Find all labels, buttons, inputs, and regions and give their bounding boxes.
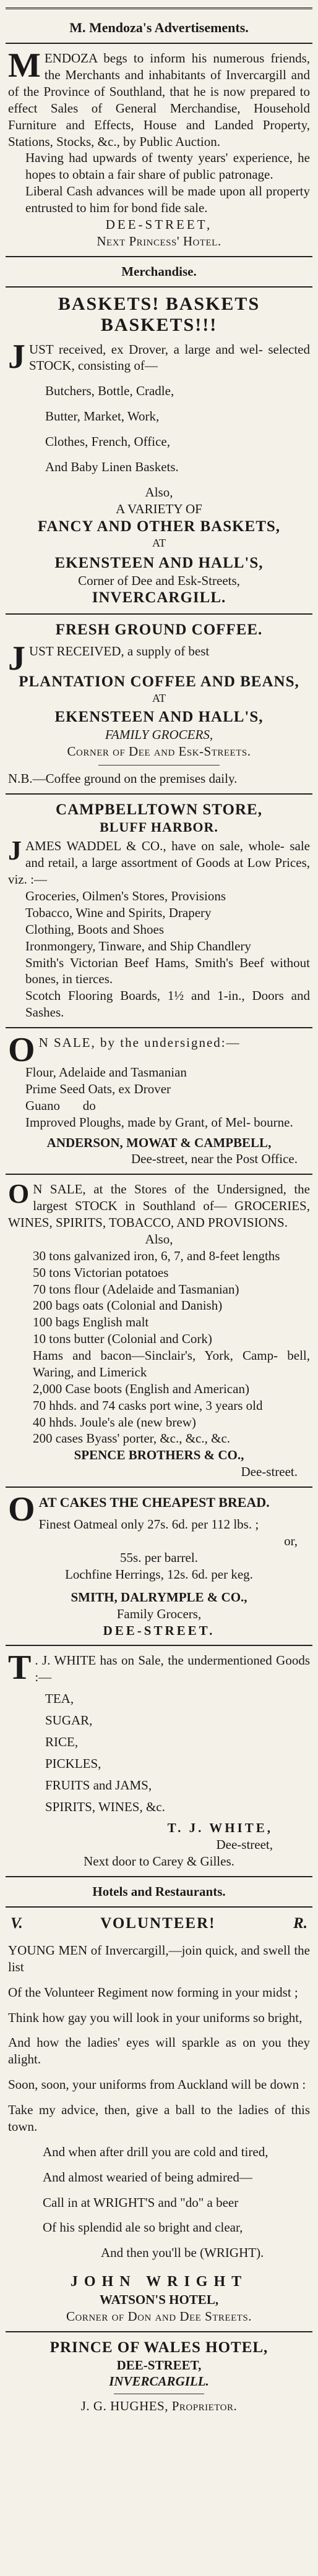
coffee-firm: EKENSTEEN AND HALL'S, [54,709,264,726]
list-item: FRUITS and JAMS, [45,1777,152,1793]
list-item: SUGAR, [45,1713,93,1728]
baskets-firm: EKENSTEEN AND HALL'S, [54,554,264,571]
coffee-heading: FRESH GROUND COFFEE. [55,621,263,639]
princeofwales-ad [6,2336,312,2418]
oatcakes-dropcap: O [8,1490,35,1529]
verse-line: And how the ladies' eyes will sparkle as on you they alight. [8,2035,310,2067]
top-rule [6,7,312,9]
coffee-product: PLANTATION COFFEE AND BEANS, [19,673,299,691]
baskets-variety: A VARIETY OF [116,501,202,516]
baskets-fancy: FANCY AND OTHER BASKETS, [37,518,281,535]
list-item: Clothing, Boots and Shoes [25,921,165,937]
divider [6,1027,312,1028]
verse-line: Of the Volunteer Regiment now forming in your midst ; [8,1984,298,2000]
campbelltown-ad [6,798,312,1023]
onsale2-address: Dee-street. [241,1464,298,1480]
oatcakes-ad [6,1491,312,1641]
onsale2-also: Also, [145,1231,173,1247]
baskets-lead: UST received, ex Drover, a large and wel- selected STOCK, consisting of— [29,341,310,373]
divider [6,1174,312,1175]
list-item: Ironmongery, Tinware, and Ship Chandlery [25,938,251,953]
list-item: 2,000 Case boots (English and American) [33,1381,249,1396]
list-item: Butchers, Bottle, Cradle, [45,383,174,399]
onsale-spence-ad [6,1179,312,1483]
list-item: 70 tons flour (Adelaide and Tasmanian) [33,1281,239,1297]
list-item: TEA, [45,1691,74,1707]
list-item: PICKLES, [45,1755,101,1771]
verse-line: YOUNG MEN of Invercargill,—join quick, and swell the list [8,1942,310,1974]
volunteer-ad [6,1911,312,2327]
mendoza-street: DEE-STREET, [105,216,213,232]
oatcakes-firm: SMITH, DALRYMPLE & CO., [71,1589,247,1605]
list-item: 70 hhds. and 74 casks port wine, 3 years old [33,1397,263,1413]
divider [6,2331,312,2332]
list-item: 30 tons galvanized iron, 6, 7, and 8-feet lengths [33,1248,280,1263]
list-item: And Baby Linen Baskets. [45,459,179,474]
list-item: Prime Seed Oats, ex Drover [25,1081,171,1096]
mendoza-body-3: Liberal Cash advances will be made upon all property entrusted to him for bond fide sale. [25,184,310,216]
mendoza-address: Next Princess' Hotel. [97,233,221,249]
baskets-town: INVERCARGILL. [92,589,226,607]
coffee-lead: UST RECEIVED, a supply of best [29,644,210,659]
coffee-note: N.B.—Coffee ground on the premises daily. [8,771,238,787]
baskets-ad [6,291,312,610]
white-ad [6,1650,312,1872]
list-item: 40 hhds. Joule's ale (new brew) [33,1414,196,1430]
oatcakes-family: Family Grocers, [116,1606,202,1621]
section-heading-hotels: Hotels and Restaurants. [92,1884,226,1900]
oatcakes-line-1: Finest Oatmeal only 27s. 6d. per 112 lbs. ; [38,1517,259,1532]
volunteer-hotel: WATSON'S HOTEL, [99,2292,219,2307]
divider [6,43,312,44]
oatcakes-line-3: Lochfine Herrings, 12s. 6d. per keg. [65,1566,253,1582]
white-firm: T. J. WHITE, [167,1820,273,1836]
princeofwales-heading: PRINCE OF WALES HOTEL, [49,2339,269,2356]
divider [6,1906,312,1908]
volunteer-right-mark: R. [293,1914,307,1932]
list-item: Clothes, French, Office, [45,434,170,450]
section-heading-merchandise: Merchandise. [121,263,197,279]
divider [6,1876,312,1877]
list-item: 200 bags oats (Colonial and Danish) [33,1298,223,1313]
princeofwales-proprietor: J. G. HUGHES, Proprietor. [80,2399,238,2414]
mendoza-ad [6,48,312,252]
princeofwales-town: INVERCARGILL. [109,2374,209,2389]
verse-line: Of his splendid ale so bright and clear, [43,2220,243,2235]
list-item: RICE, [45,1734,79,1749]
mendoza-body-2: Having had upwards of twenty years' experience, he hopes to obtain a fair share of public patronage. [25,150,310,182]
campbelltown-dropcap: J [8,835,22,866]
baskets-corner: Corner of Dee and Esk-Streets, [78,573,240,588]
verse-line: And then you'll be (WRIGHT). [101,2245,264,2261]
coffee-corner: Corner of Dee and Esk-Streets. [67,744,251,759]
volunteer-left-mark: V. [11,1914,23,1932]
divider [6,256,312,257]
list-item: Scotch Flooring Boards, 1½ and 1-in., Doors and Sashes. [25,988,310,1020]
list-item: Smith's Victorian Beef Hams, Smith's Beef without bones, in tierces. [25,955,310,987]
onsale-lead: N SALE, by the undersigned:— [38,1035,241,1051]
oatcakes-street: DEE-STREET. [103,1623,215,1638]
list-item: Hams and bacon—Sinclair's, York, Camp- bell, Waring, and Limerick [33,1348,310,1380]
list-item: 200 cases Byass' porter, &c., &c., &c. [33,1431,231,1446]
campbelltown-lead: AMES WADDEL & CO., have on sale, whole- sale and retail, a large assortment of Goods at Low Prices, viz. :— [8,838,310,887]
white-address: Dee-street, [216,1837,273,1853]
volunteer-corner: Corner of Don and Dee Streets. [66,2308,252,2324]
volunteer-heading: VOLUNTEER! [100,1914,216,1932]
princeofwales-street: DEE-STREET, [116,2357,202,2373]
list-item: Guano do [25,1098,96,1113]
coffee-at: AT [152,692,166,705]
divider [6,1645,312,1646]
verse-line: Think how gay you will look in your uniforms so bright, [8,2010,303,2025]
verse-line: Take my advice, then, give a ball to the ladies of this town. [8,2102,310,2134]
campbelltown-heading: CAMPBELLTOWN STORE, [56,801,262,819]
list-item: Flour, Adelaide and Tasmanian [25,1065,187,1080]
onsale-address: Dee-street, near the Post Office. [131,1151,298,1167]
list-item: Groceries, Oilmen's Stores, Provisions [25,889,226,904]
onsale-anderson-ad [6,1032,312,1170]
volunteer-heading-row [8,1914,310,1934]
onsale2-lead: N SALE, at the Stores of the Undersigned, the largest STOCK in Southland of— GROCERIES, WINES, SPIRITS, TOBACCO, AND PROVISIONS. [8,1182,310,1230]
list-item: 100 bags English malt [33,1315,149,1330]
oatcakes-line-2: 55s. per barrel. [120,1550,198,1566]
oatcakes-heading: AT CAKES THE CHEAPEST BREAD. [38,1495,270,1511]
list-item: 50 tons Victorian potatoes [33,1265,169,1280]
verse-line: And almost wearied of being admired— [43,2169,252,2185]
divider [98,765,219,766]
newspaper-column [6,0,312,2417]
white-dropcap: T [8,1648,32,1687]
list-item: Tobacco, Wine and Spirits, Drapery [25,905,212,920]
coffee-dropcap: J [8,639,25,678]
page-title: M. Mendoza's Advertisements. [69,20,249,35]
baskets-also: Also, [145,484,173,500]
verse-line: And when after drill you are cold and tired, [43,2144,269,2159]
verse-line: Soon, soon, your uniforms from Auckland will be down : [8,2077,306,2092]
coffee-family: FAMILY GROCERS, [105,727,213,743]
onsale2-firm: SPENCE BROTHERS & CO., [74,1448,244,1463]
divider [6,793,312,795]
verse-line: Call in at WRIGHT'S and "do" a beer [43,2194,239,2210]
volunteer-signature: JOHN WRIGHT [70,2274,248,2290]
list-item: Butter, Market, Work, [45,409,160,424]
onsale-dropcap: O [8,1031,35,1070]
white-next: Next door to Carey & Gilles. [84,1854,234,1869]
divider [6,1486,312,1488]
baskets-at: AT [152,536,166,549]
oatcakes-or: or, [284,1533,298,1549]
list-item: Improved Ploughs, made by Grant, of Mel- bourne. [25,1114,293,1130]
mendoza-dropcap: M [8,46,41,85]
mendoza-body: ENDOZA begs to inform his numerous friends, the Merchants and inhabitants of Invercargill and of the Province of Southland, that he is now prepared to effect Sales of General Merchandise, Household Furniture and Effects, House and Landed Property, Stations, Stocks, &c., by Public Auction. [8,51,310,149]
white-lead: . J. WHITE has on Sale, the undermentioned Goods :— [35,1653,310,1685]
baskets-dropcap: J [8,337,25,376]
onsale-firm: ANDERSON, MOWAT & CAMPBELL, [46,1135,272,1150]
campbelltown-subheading: BLUFF HARBOR. [100,819,218,835]
baskets-heading-1: BASKETS! BASKETS [58,293,260,314]
divider [6,613,312,615]
divider [6,286,312,288]
baskets-heading-2: BASKETS!!! [100,315,218,336]
list-item: SPIRITS, WINES, &c. [45,1799,165,1814]
list-item: 10 tons butter (Colonial and Cork) [33,1331,212,1347]
coffee-ad [6,618,312,790]
onsale2-dropcap: O [8,1179,30,1209]
